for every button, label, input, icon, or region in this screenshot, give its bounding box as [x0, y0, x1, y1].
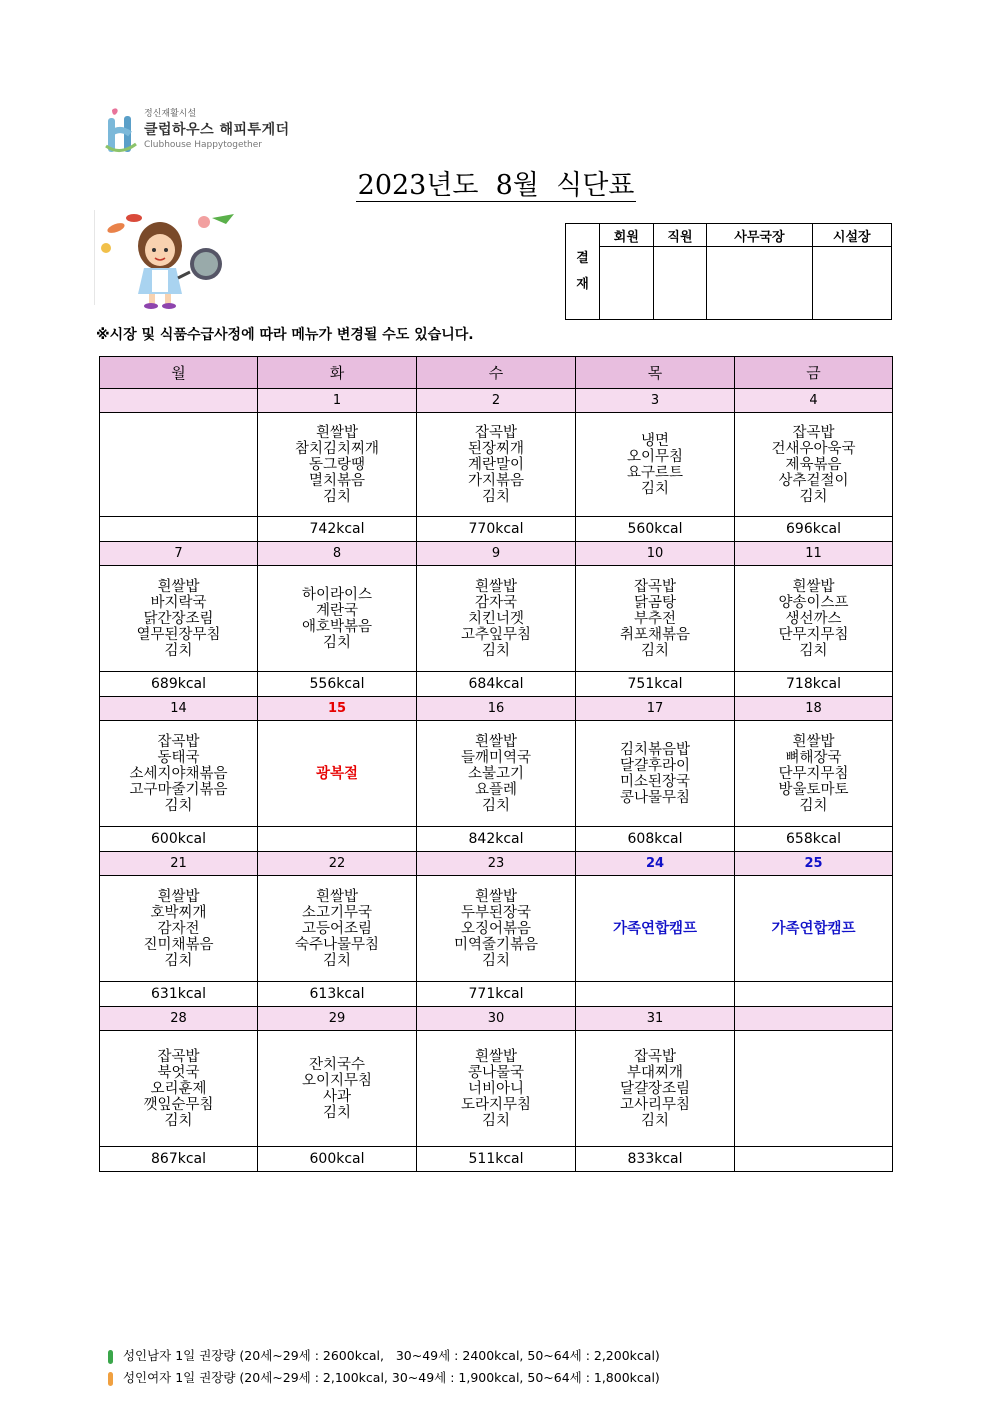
approval-sign-member[interactable] [600, 247, 654, 320]
dish-item: 오징어볶음 [460, 920, 532, 937]
dish-item: 계란말이 [467, 456, 525, 473]
dish-item: 부대찌개 [626, 1064, 684, 1081]
dish-item: 김치 [164, 642, 193, 659]
approval-header-secretary-general: 사무국장 [707, 224, 812, 247]
dish-item: 두부된장국 [460, 904, 532, 921]
dish-item: 계란국 [315, 602, 359, 619]
date-cell: 17 [576, 697, 735, 721]
dish-item: 고사리무침 [619, 1096, 691, 1113]
dish-item: 김치 [799, 488, 828, 505]
menu-cell [735, 721, 893, 827]
dish-item: 멸치볶음 [308, 472, 366, 489]
date-cell: 31 [576, 1007, 735, 1031]
dish-item: 바지락국 [150, 594, 207, 611]
dish-item: 흰쌀밥 [157, 578, 200, 595]
dish-item: 뼈해장국 [785, 749, 842, 766]
date-cell: 3 [576, 389, 735, 413]
camp-event-label: 가족연합캠프 [612, 920, 698, 937]
dish-item: 상추겉절이 [778, 472, 849, 489]
menu-cell [100, 721, 258, 827]
camp-event-label: 가족연합캠프 [771, 920, 856, 937]
date-cell: 2 [417, 389, 576, 413]
dish-item: 건새우아욱국 [771, 440, 856, 457]
dish-item: 치킨너겟 [467, 610, 525, 627]
date-cell [735, 1007, 893, 1031]
dish-item: 흰쌀밥 [315, 888, 359, 905]
dish-item: 오리훈제 [150, 1080, 207, 1097]
date-cell: 22 [258, 852, 417, 876]
date-cell: 10 [576, 542, 735, 566]
dish-item: 김치 [164, 1112, 193, 1129]
dish-item: 소불고기 [467, 765, 525, 782]
menu-cell [258, 566, 417, 672]
menu-cell [258, 721, 417, 827]
kcal-row [100, 827, 893, 852]
kcal-cell: 751kcal [576, 672, 735, 697]
kcal-cell: 556kcal [258, 672, 417, 697]
dish-item: 잡곡밥 [474, 424, 518, 441]
date-cell [100, 389, 258, 413]
menu-cell [417, 413, 576, 517]
clubhouse-logo [100, 100, 300, 158]
kcal-row [100, 1147, 893, 1172]
date-row [100, 697, 893, 721]
menu-cell [735, 566, 893, 672]
kcal-cell: 689kcal [100, 672, 258, 697]
dish-item: 잡곡밥 [157, 1048, 200, 1065]
dish-item: 달걀후라이 [619, 757, 691, 774]
date-row [100, 542, 893, 566]
weekday-header-row [100, 357, 893, 389]
dish-item: 김치 [640, 642, 669, 659]
kcal-cell: 770kcal [417, 517, 576, 542]
logo-name-english: Clubhouse Happytogether [144, 140, 262, 150]
dish-item: 김치볶음밥 [619, 741, 691, 758]
dish-item: 흰쌀밥 [792, 578, 835, 595]
date-cell: 21 [100, 852, 258, 876]
weekday-header: 월 [100, 357, 258, 389]
menu-row [100, 876, 893, 982]
dish-item: 오이무침 [626, 448, 684, 465]
dish-item: 흰쌀밥 [474, 733, 518, 750]
footer-female-recommendation [100, 1353, 660, 1386]
kcal-row [100, 517, 893, 542]
dish-item: 들깨미역국 [460, 749, 532, 766]
kcal-cell: 696kcal [735, 517, 893, 542]
dish-item: 흰쌀밥 [474, 578, 518, 595]
menu-cell [576, 1031, 735, 1147]
dish-item: 흰쌀밥 [157, 888, 200, 905]
date-cell: 14 [100, 697, 258, 721]
dish-item: 고추잎무침 [460, 626, 532, 643]
dish-item: 미역줄기볶음 [453, 936, 539, 953]
weekday-header: 화 [258, 357, 417, 389]
dish-item: 김치 [322, 1104, 351, 1121]
logo-category-text: 정신재활시설 [144, 109, 197, 119]
date-cell: 25 [735, 852, 893, 876]
date-cell: 28 [100, 1007, 258, 1031]
page-title [0, 163, 992, 202]
date-cell: 30 [417, 1007, 576, 1031]
footer-female-text: 성인여자 1일 권장량 (20세~29세 : 2,100kcal, 30~49세 : 1,900kcal, 50~64세 : 1,800kcal) [122, 1370, 660, 1385]
dish-item: 부추전 [633, 610, 677, 627]
date-cell: 7 [100, 542, 258, 566]
approval-label [566, 224, 600, 320]
logo-name-korean: 클럽하우스 해피투게더 [144, 122, 290, 138]
dish-item: 요구르트 [626, 464, 684, 481]
menu-cell [735, 876, 893, 982]
dish-item: 닭곰탕 [633, 594, 677, 611]
dish-item: 잔치국수 [308, 1056, 366, 1073]
kcal-cell: 842kcal [417, 827, 576, 852]
kcal-cell: 742kcal [258, 517, 417, 542]
dish-item: 김치 [164, 797, 193, 814]
menu-cell [417, 721, 576, 827]
date-cell: 4 [735, 389, 893, 413]
dish-item: 흰쌀밥 [315, 424, 359, 441]
dish-item: 잡곡밥 [633, 1048, 677, 1065]
kcal-cell: 613kcal [258, 982, 417, 1007]
dish-item: 동태국 [157, 749, 200, 766]
menu-cell [417, 566, 576, 672]
kcal-cell: 600kcal [100, 827, 258, 852]
approval-sign-director[interactable] [812, 247, 891, 320]
dish-item: 감자국 [474, 594, 518, 611]
dish-item: 고구마줄기볶음 [129, 781, 228, 798]
dish-item: 잡곡밥 [633, 578, 677, 595]
approval-header-member: 회원 [600, 224, 654, 247]
dish-item: 흰쌀밥 [474, 888, 518, 905]
kcal-cell [735, 982, 893, 1007]
date-cell: 9 [417, 542, 576, 566]
menu-cell [258, 876, 417, 982]
menu-cell [258, 413, 417, 517]
dish-item: 너비아니 [467, 1080, 525, 1097]
weekday-header: 목 [576, 357, 735, 389]
dish-item: 소고기무국 [301, 904, 373, 921]
date-cell: 15 [258, 697, 417, 721]
date-cell: 29 [258, 1007, 417, 1031]
chef-girl-illustration [94, 210, 244, 310]
date-cell: 16 [417, 697, 576, 721]
date-cell: 1 [258, 389, 417, 413]
kcal-cell: 833kcal [576, 1147, 735, 1172]
dish-item: 냉면 [640, 432, 669, 449]
menu-cell [576, 876, 735, 982]
dish-item: 하이라이스 [301, 586, 373, 603]
menu-cell [576, 566, 735, 672]
dish-item: 사과 [322, 1088, 351, 1105]
holiday-label: 광복절 [315, 765, 359, 782]
menu-row [100, 566, 893, 672]
dish-item: 닭간장조림 [143, 610, 214, 627]
menu-cell [100, 413, 258, 517]
dish-item: 제육볶음 [785, 456, 842, 473]
date-cell: 11 [735, 542, 893, 566]
menu-cell [735, 1031, 893, 1147]
dish-item: 취포채볶음 [619, 626, 691, 643]
date-cell: 18 [735, 697, 893, 721]
dish-item: 된장찌개 [467, 440, 525, 457]
dish-item: 잡곡밥 [157, 733, 200, 750]
dish-item: 콩나물무침 [619, 789, 691, 806]
menu-cell [417, 876, 576, 982]
dish-item: 단무지무침 [778, 626, 849, 643]
menu-row [100, 413, 893, 517]
meal-menu-table [99, 356, 893, 1172]
date-cell: 24 [576, 852, 735, 876]
dish-item: 방울토마토 [778, 781, 849, 798]
dish-item: 김치 [481, 797, 510, 814]
kcal-cell: 718kcal [735, 672, 893, 697]
dish-item: 흰쌀밥 [792, 733, 835, 750]
menu-cell [100, 566, 258, 672]
dish-item: 진미채볶음 [143, 936, 214, 953]
menu-row [100, 1031, 893, 1147]
dish-item: 고등어조림 [301, 920, 373, 937]
dish-item: 김치 [481, 642, 510, 659]
dish-item: 숙주나물무침 [294, 936, 380, 953]
kcal-row [100, 982, 893, 1007]
dish-item: 콩나물국 [467, 1064, 525, 1081]
menu-cell [576, 721, 735, 827]
approval-box [565, 223, 892, 320]
dish-item: 동그랑땡 [308, 456, 366, 473]
dish-item: 김치 [164, 952, 193, 969]
dish-item: 요플레 [474, 781, 518, 798]
dish-item: 애호박볶음 [301, 618, 373, 635]
kcal-cell: 867kcal [100, 1147, 258, 1172]
dish-item: 소세지야채볶음 [129, 765, 228, 782]
leaf-icon [108, 1372, 113, 1386]
date-row [100, 852, 893, 876]
date-row [100, 389, 893, 413]
dish-item: 김치 [799, 797, 828, 814]
kcal-cell [735, 1147, 893, 1172]
clubhouse-logo-icon [102, 104, 140, 154]
dish-item: 김치 [799, 642, 828, 659]
dish-item: 단무지무침 [778, 765, 849, 782]
dish-item: 생선까스 [785, 610, 842, 627]
dish-item: 가지볶음 [467, 472, 525, 489]
menu-change-notice: ※시장 및 식품수급사정에 따라 메뉴가 변경될 수도 있습니다. [96, 327, 474, 343]
kcal-cell: 684kcal [417, 672, 576, 697]
dish-item: 김치 [481, 1112, 510, 1129]
kcal-cell: 771kcal [417, 982, 576, 1007]
menu-cell [576, 413, 735, 517]
kcal-row [100, 672, 893, 697]
kcal-cell: 560kcal [576, 517, 735, 542]
kcal-cell: 608kcal [576, 827, 735, 852]
date-row [100, 1007, 893, 1031]
approval-sign-staff[interactable] [653, 247, 707, 320]
kcal-cell [100, 517, 258, 542]
date-cell: 8 [258, 542, 417, 566]
approval-header-staff: 직원 [653, 224, 707, 247]
dish-item: 김치 [640, 1112, 669, 1129]
date-cell: 23 [417, 852, 576, 876]
menu-row [100, 721, 893, 827]
dish-item: 호박찌개 [150, 904, 207, 921]
dish-item: 달걀장조림 [619, 1080, 691, 1097]
kcal-cell [258, 827, 417, 852]
weekday-header: 금 [735, 357, 893, 389]
approval-header-director: 시설장 [812, 224, 891, 247]
dish-item: 미소된장국 [619, 773, 691, 790]
approval-label-text: 결 재 [576, 250, 589, 292]
dish-item: 김치 [640, 480, 669, 497]
approval-sign-secretary-general[interactable] [707, 247, 812, 320]
dish-item: 참치김치찌개 [294, 440, 380, 457]
dish-item: 김치 [322, 634, 351, 651]
footer-male-text: 성인남자 1일 권장량 (20세~29세 : 2600kcal, 30~49세 : 2400kcal, 50~64세 : 2,200kcal) [122, 1348, 660, 1363]
weekday-header: 수 [417, 357, 576, 389]
menu-cell [735, 413, 893, 517]
dish-item: 열무된장무침 [136, 626, 221, 643]
kcal-cell [576, 982, 735, 1007]
kcal-cell: 600kcal [258, 1147, 417, 1172]
menu-cell [100, 876, 258, 982]
dish-item: 잡곡밥 [792, 424, 835, 441]
weeks-body [100, 389, 893, 1172]
dish-item: 감자전 [157, 920, 200, 937]
dish-item: 오이지무침 [301, 1072, 373, 1089]
page-title-text: 2023년도 8월 식단표 [357, 170, 635, 201]
dish-item: 양송이스프 [778, 594, 849, 611]
kcal-cell: 511kcal [417, 1147, 576, 1172]
menu-cell [417, 1031, 576, 1147]
dish-item: 북엇국 [157, 1064, 200, 1081]
menu-cell [100, 1031, 258, 1147]
dish-item: 도라지무침 [460, 1096, 532, 1113]
dish-item: 김치 [481, 488, 510, 505]
dish-item: 김치 [481, 952, 510, 969]
dish-item: 깻잎순무침 [143, 1096, 214, 1113]
dish-item: 흰쌀밥 [474, 1048, 518, 1065]
dish-item: 김치 [322, 488, 351, 505]
kcal-cell: 658kcal [735, 827, 893, 852]
kcal-cell: 631kcal [100, 982, 258, 1007]
dish-item: 김치 [322, 952, 351, 969]
menu-cell [258, 1031, 417, 1147]
